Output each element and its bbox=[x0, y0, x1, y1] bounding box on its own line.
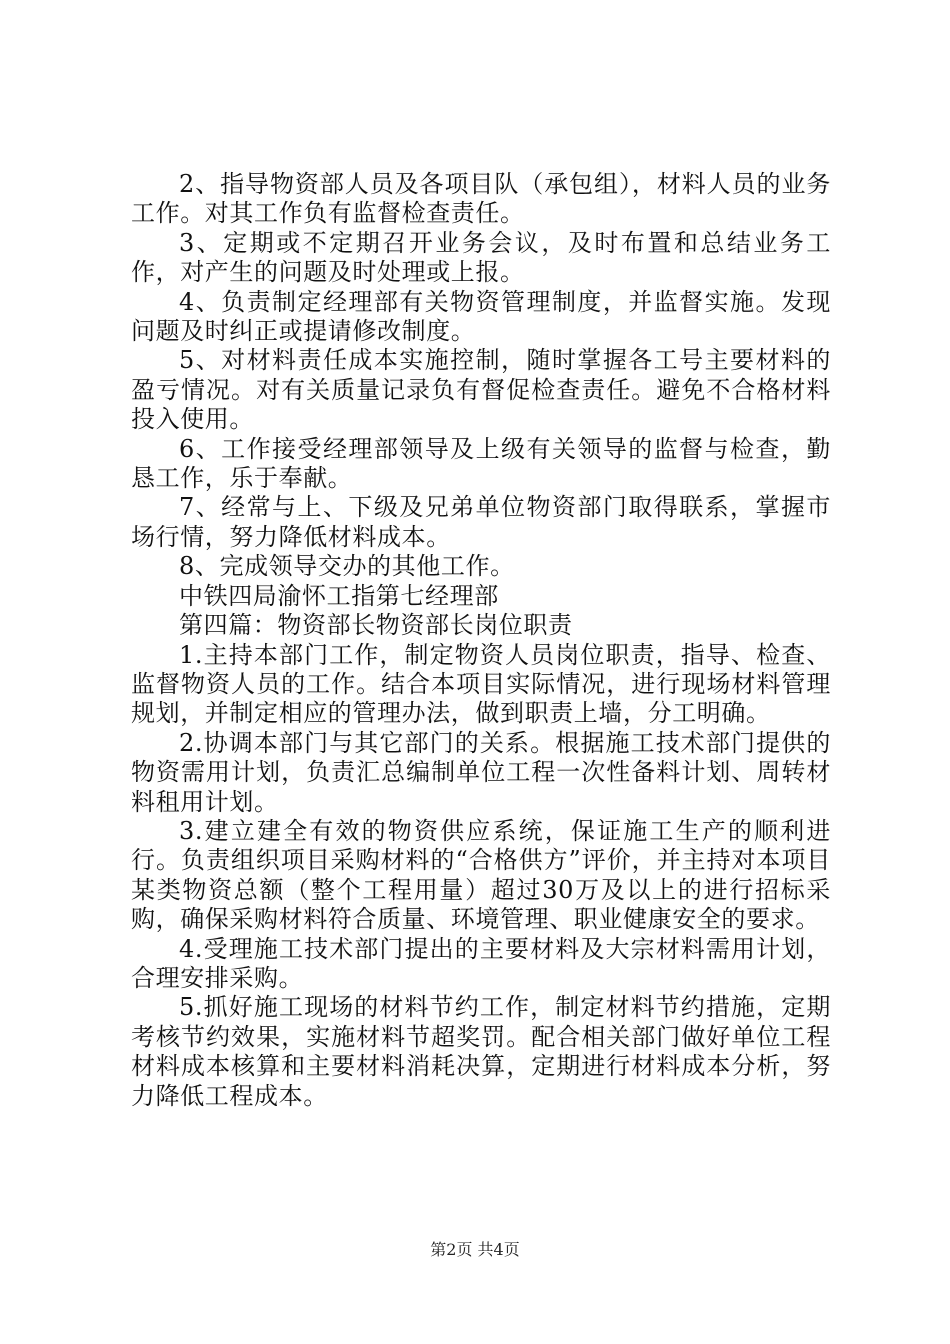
organization-line: 中铁四局渝怀工指第七经理部 bbox=[179, 581, 499, 610]
duty-item-2: 2.协调本部门与其它部门的关系。根据施工技术部门提供的物资需用计划，负责汇总编制单位工程一次性备料计划、周转材料租用计划。 bbox=[131, 728, 831, 816]
paragraph-item-8: 8、完成领导交办的其他工作。 bbox=[179, 552, 515, 581]
duty-item-1: 1.主持本部门工作，制定物资人员岗位职责，指导、检查、监督物资人员的工作。结合本项目实际情况，进行现场材料管理规划，并制定相应的管理办法，做到职责上墙，分工明确。 bbox=[131, 640, 831, 728]
paragraph-item-7: 7、经常与上、下级及兄弟单位物资部门取得联系，掌握市场行情，努力降低材料成本。 bbox=[131, 493, 831, 551]
duty-item-3: 3.建立建全有效的物资供应系统，保证施工生产的顺利进行。负责组织项目采购材料的“合格供方”评价，并主持对本项目某类物资总额（整个工程用量）超过30万及以上的进行招标采购，确保采购材料符合质量、环境管理、职业健康安全的要求。 bbox=[131, 816, 831, 934]
paragraph-item-5: 5、对材料责任成本实施控制，随时掌握各工号主要材料的盈亏情况。对有关质量记录负有督促检查责任。避免不合格材料投入使用。 bbox=[131, 346, 831, 434]
paragraph-item-4: 4、负责制定经理部有关物资管理制度，并监督实施。发现问题及时纠正或提请修改制度。 bbox=[131, 287, 831, 346]
document-body bbox=[131, 170, 831, 1111]
paragraph-item-6: 6、工作接受经理部领导及上级有关领导的监督与检查，勤恳工作，乐于奉献。 bbox=[131, 434, 831, 493]
duty-item-4: 4.受理施工技术部门提出的主要材料及大宗材料需用计划，合理安排采购。 bbox=[131, 934, 831, 992]
paragraph-item-3: 3、定期或不定期召开业务会议，及时布置和总结业务工作，对产生的问题及时处理或上报。 bbox=[131, 228, 831, 287]
page-number-footer: 第2页 共4页 bbox=[430, 1240, 520, 1259]
paragraph-item-2: 2、指导物资部人员及各项目队（承包组），材料人员的业务工作。对其工作负有监督检查责任。 bbox=[131, 170, 831, 228]
section-heading: 第四篇：物资部长物资部长岗位职责 bbox=[179, 611, 573, 640]
duty-item-5: 5.抓好施工现场的材料节约工作，制定材料节约措施，定期考核节约效果，实施材料节超奖罚。配合相关部门做好单位工程材料成本核算和主要材料消耗决算，定期进行材料成本分析，努力降低工程成本。 bbox=[131, 993, 831, 1110]
